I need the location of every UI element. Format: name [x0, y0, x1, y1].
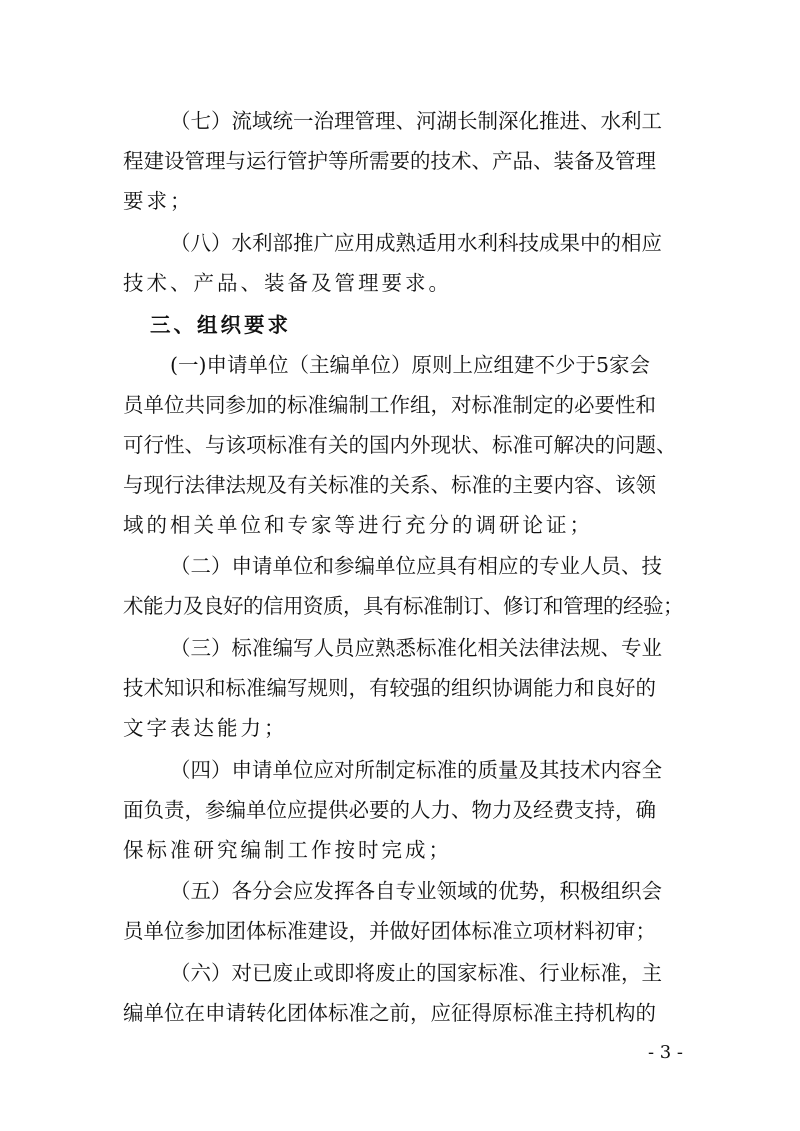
- text-line: （二）申请单位和参编单位应具有相应的专业人员、技: [170, 554, 662, 578]
- text-line: 程建设管理与运行管护等所需要的技术、产品、装备及管理: [123, 149, 656, 173]
- text-line: 技术、产品、装备及管理要求。: [123, 271, 452, 295]
- text-line: 技术知识和标准编写规则，有较强的组织协调能力和良好的: [123, 676, 656, 700]
- text-line: （四）申请单位应对所制定标准的质量及其技术内容全: [170, 758, 662, 782]
- text-line: 域的相关单位和专家等进行充分的调研论证；: [123, 513, 593, 537]
- text-line: 可行性、与该项标准有关的国内外现状、标准可解决的问题、: [123, 433, 677, 457]
- text-line: 要求；: [123, 189, 194, 213]
- text-line: （五）各分会应发挥各自专业领域的优势，积极组织会: [170, 879, 662, 903]
- text-line: (一)申请单位（主编单位）原则上应组建不少于5家会: [170, 353, 651, 377]
- text-line: 与现行法律法规及有关标准的关系、标准的主要内容、该领: [123, 473, 656, 497]
- text-line: 文字表达能力；: [123, 716, 288, 740]
- text-line: 员单位参加团体标准建设，并做好团体标准立项材料初审；: [123, 919, 656, 943]
- text-line: （八）水利部推广应用成熟适用水利科技成果中的相应: [170, 231, 662, 255]
- text-line: （三）标准编写人员应熟悉标准化相关法律法规、专业: [170, 636, 662, 660]
- section-heading: 三、组织要求: [150, 313, 291, 337]
- text-line: 保标准研究编制工作按时完成；: [123, 838, 452, 862]
- page-number: - 3 -: [647, 1042, 683, 1063]
- text-line: 员单位共同参加的标准编制工作组，对标准制定的必要性和: [123, 393, 656, 417]
- text-line: 编单位在申请转化团体标准之前，应征得原标准主持机构的: [123, 1001, 656, 1025]
- text-line: （六）对已废止或即将废止的国家标准、行业标准，主: [170, 961, 662, 985]
- text-line: 面负责，参编单位应提供必要的人力、物力及经费支持，确: [123, 798, 656, 822]
- text-line: （七）流域统一治理管理、河湖长制深化推进、水利工: [170, 109, 662, 133]
- text-line: 术能力及良好的信用资质，具有标准制订、修订和管理的经验；: [123, 594, 683, 618]
